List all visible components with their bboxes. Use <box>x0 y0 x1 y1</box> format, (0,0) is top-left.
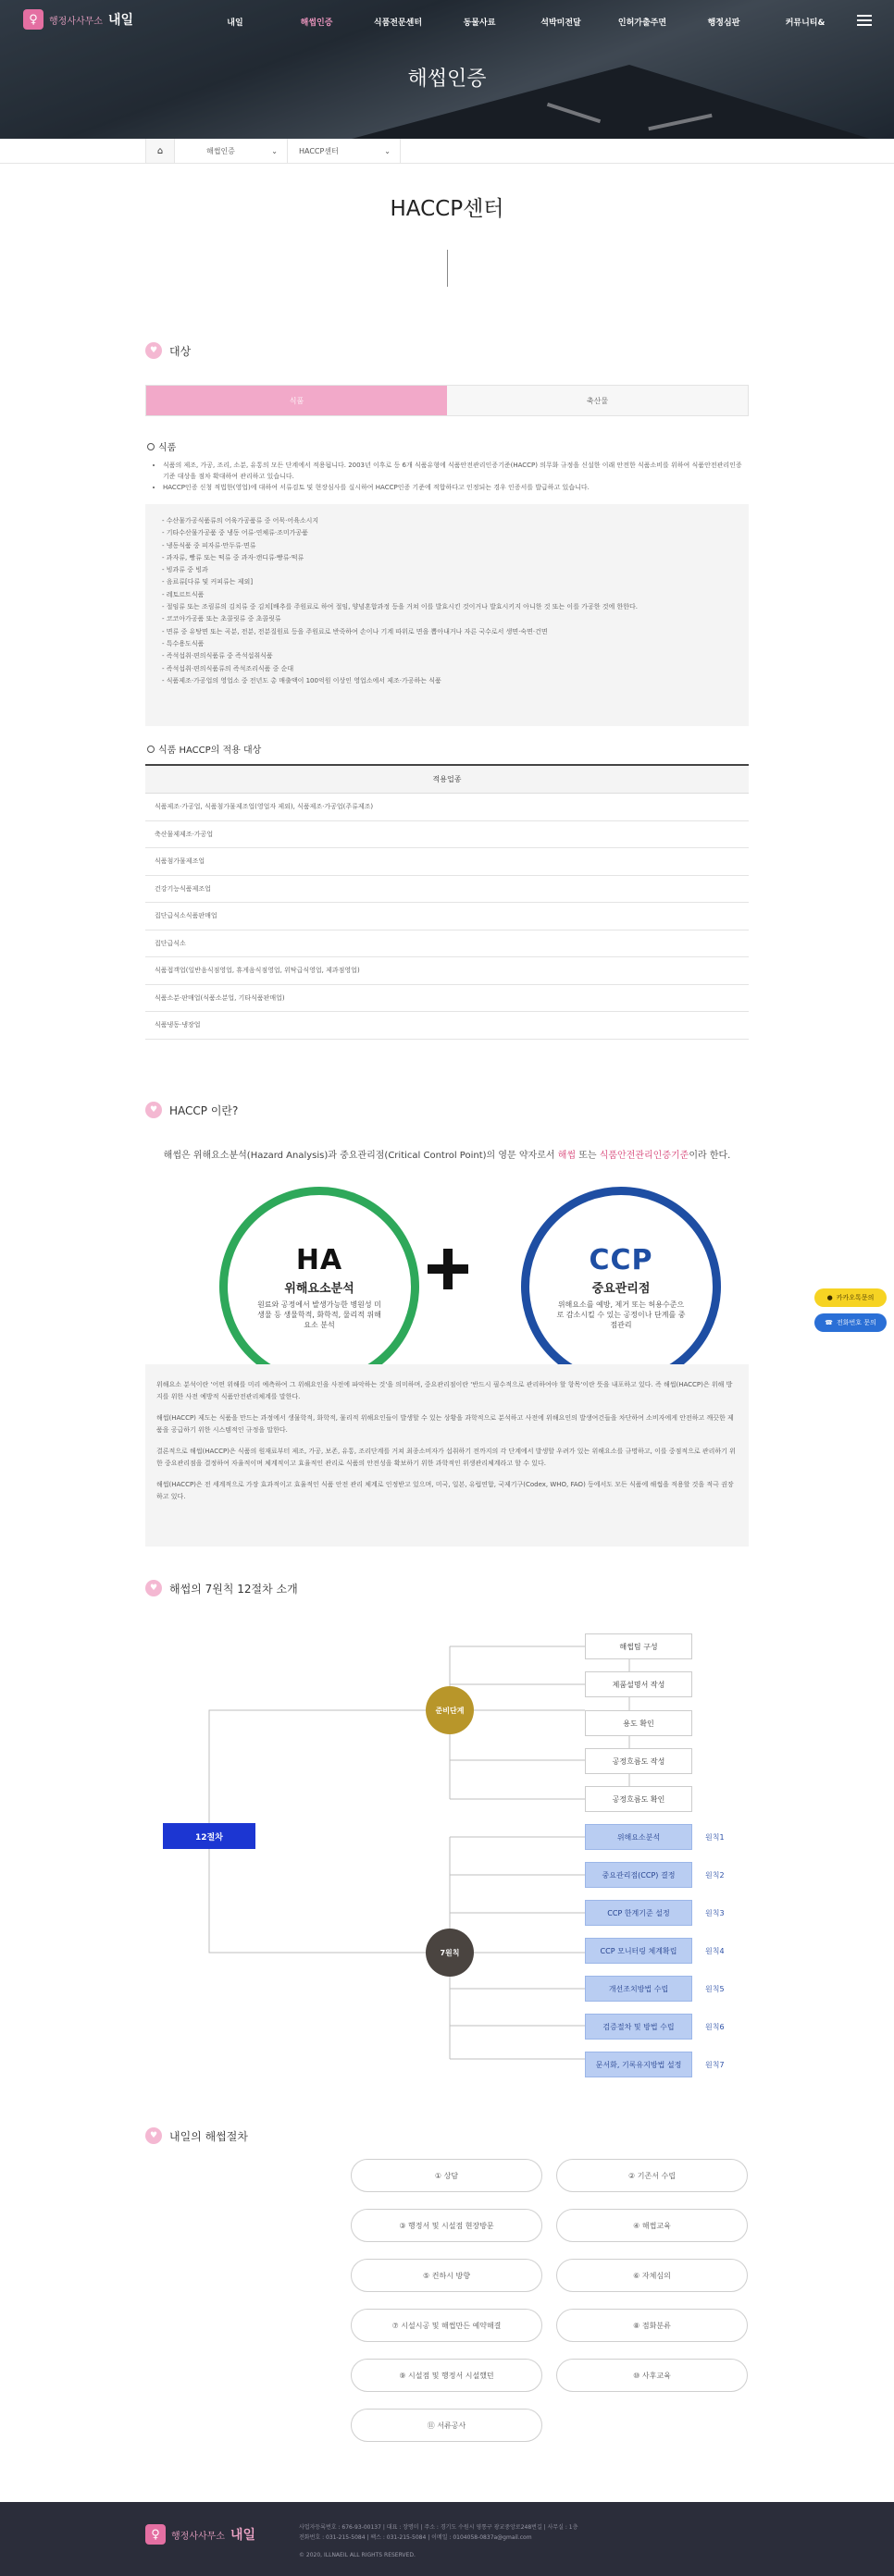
applicable-industry-table <box>145 764 749 1040</box>
logo-text-main: 내일 <box>230 2528 256 2543</box>
ccp-desc: 위해요소를 예방, 제거 또는 허용수준으로 감소시킬 수 있는 공정이나 단계를 중점관리 <box>556 1300 686 1329</box>
table-row: 식품냉동·냉장업 <box>145 1012 749 1040</box>
menu-item[interactable]: 인허가출주면 <box>617 18 667 28</box>
footer <box>0 2502 894 2576</box>
table-row: 축산물제제조·가공업 <box>145 821 749 849</box>
procedure-step: ⑨ 시설점 및 행정서 시설했던 <box>351 2359 542 2392</box>
footer-copyright: © 2020, ILLNAEIL ALL RIGHTS RESERVED. <box>299 2552 416 2558</box>
logo-icon: ♀ <box>23 9 43 30</box>
list-item: - 특수용도식품 <box>162 639 205 647</box>
table-row: 식품제조·가공업, 식품첨가물제조업(영업자 제외), 식품제조·가공업(주류제조) <box>145 794 749 821</box>
principle-stage-hub: 7원칙 <box>426 1929 474 1977</box>
paragraph: 해썹(HACCP)은 전 세계적으로 가장 효과적이고 효율적인 식품 안전 관리 체계로 인정받고 있으며, 미국, 일본, 유럽연합, 국제기구(Codex, WHO, FAO) 등에서도 모든 식품에 해썹을 적용할 것을 적극 권장하고 있다. <box>156 1481 734 1500</box>
procedure-step: ④ 해썹교육 <box>556 2209 748 2242</box>
bullet-item: • 식품의 제조, 가공, 조리, 소분, 유통의 모든 단계에서 적용됩니다. 2003년 이후로 등 6개 식품유형에 식품안전관리인증기준(HACCP) 의무화 규정을 신설한 이래 안전한 식품소비를 위하여 식품안전관리인증기준 대상을 점차 확대하여 관리하고 있습니다. <box>163 460 742 482</box>
principle-label: 원칙3 <box>705 1909 725 1917</box>
procedure-step: ⑤ 컨하시 방향 <box>351 2259 542 2292</box>
circle-bullet-icon <box>147 746 155 753</box>
ha-abbr: HA <box>295 1243 343 1276</box>
ha-desc: 원료와 공정에서 발생가능한 병원성 미생물 등 생물학적, 화학적, 물리적 위해요소 분석 <box>257 1300 381 1329</box>
phone-icon: ☎ <box>825 1319 833 1326</box>
paragraph: 결론적으로 해썹(HACCP)은 식품의 원재료부터 제조, 가공, 보존, 유통, 조리단계를 거쳐 최종소비자가 섭취하기 전까지의 각 단계에서 발생할 우려가 있는 위해요소를 규명하고, 이를 중점적으로 관리하기 위한 중요관리점을 결정하여 자율적이며 체계적이고 효율적인 관리로 식품의 안전성을 확보하기 위한 과학적인 위생관리체계라고 할 수 있다. <box>156 1448 736 1467</box>
root-node-12-steps: 12절차 <box>163 1823 255 1849</box>
main-menu <box>194 16 846 28</box>
footer-info <box>299 2522 577 2560</box>
section-title: 해썹의 7원칙 12절차 소개 <box>169 1582 298 1596</box>
list-item: - 식품제조·가공업의 영업소 중 전년도 총 매출액이 100억원 이상인 영업소에서 제조·가공하는 식품 <box>162 676 441 684</box>
procedure-step: ⑩ 사후교육 <box>556 2359 748 2392</box>
logo-icon: ♀ <box>145 2524 166 2545</box>
haccp-definition: 해썹은 위해요소분석(Hazard Analysis)과 중요관리점(Critical Control Point)의 영문 약자로서 해썹 또는 식품안전관리인증기준이라 한다. <box>163 1151 731 1161</box>
menu-item-active[interactable]: 해썹인증 <box>300 18 333 28</box>
paragraph: 위해요소 분석이란 '어떤 위해를 미리 예측하여 그 위해요인을 사전에 파악하는 것'을 의미하며, 중요관리점이란 '반드시 필수적으로 관리하여야 할 항목'이란 뜻을 내포하고 있다. 즉 해썹(HACCP)은 위해 방지를 위한 사전 예방적 식품안전관리체계를 말한다. <box>156 1381 733 1400</box>
footer-line: 사업자등록번호 : 676-93-00137 | 대표 : 장명미 | 주소 : 경기도 수원시 영통구 광교중앙로248번길 | 사무실 : 1층 <box>299 2524 578 2531</box>
ccp-circle <box>521 1187 721 1387</box>
list-item: - 수산물가공식품류의 어육가공품류 중 어묵·어육소시지 <box>162 517 319 524</box>
logo-text-small: 행정사사무소 <box>49 16 103 27</box>
breadcrumb-select-label: HACCP센터 <box>299 146 339 155</box>
principle-step: CCP 모니터링 체계확립 <box>585 1938 692 1964</box>
ha-circle <box>219 1187 419 1387</box>
tab-food[interactable]: 식품 <box>146 386 447 415</box>
procedure-step: ③ 행정서 및 시설점 현장방문 <box>351 2209 542 2242</box>
hero-banner <box>0 0 894 139</box>
circle-bullet-icon <box>147 443 155 450</box>
paragraph: 해썹(HACCP) 제도는 식품을 만드는 과정에서 생물학적, 화학적, 물리적 위해요인들이 발생할 수 있는 상황을 과학적으로 분석하고 사전에 위해요인의 발생여건들을 차단하여 소비자에게 안전하고 깨끗한 제품을 공급하기 위한 시스템적인 규정을 말한다. <box>156 1414 734 1434</box>
list-item: - 면류 중 유탕면 또는 곡분, 전분, 전분질원료 등을 주원료로 반죽하여 손이나 기계 따위로 면을 뽑아내거나 자른 국수로서 생면·숙면·건면 <box>162 627 548 635</box>
ccp-name: 중요관리점 <box>591 1281 651 1296</box>
list-item: - 즉석섭취·편의식품류 중 즉석섭취식품 <box>162 652 273 660</box>
table-row: 건강기능식품제조업 <box>145 876 749 904</box>
logo-text-small: 행정사사무소 <box>171 2531 225 2542</box>
principle-label: 원칙7 <box>705 2061 725 2069</box>
ccp-abbr: CCP <box>589 1243 653 1276</box>
home-icon[interactable]: ⌂ <box>145 139 175 163</box>
principle-step: 위해요소분석 <box>585 1824 692 1850</box>
breadcrumb <box>0 139 894 164</box>
list-item: - 레토르트식품 <box>162 590 205 598</box>
table-header: 적용업종 <box>145 766 749 794</box>
list-item: - 빙과류 중 빙과 <box>162 566 208 574</box>
list-item: - 음료류[다류 및 커피류는 제외] <box>162 578 254 586</box>
hero-title: 해썹인증 <box>407 68 487 91</box>
section-heading <box>145 1580 298 1596</box>
principle-label: 원칙6 <box>705 2023 725 2031</box>
kakao-inquiry-button[interactable] <box>814 1288 887 1307</box>
chevron-down-icon: ⌄ <box>271 146 278 155</box>
principle-step: CCP 한계기준 설정 <box>585 1900 692 1926</box>
kakao-inquiry-label: 카카오톡문의 <box>836 1294 875 1301</box>
procedure-step: ② 기존서 수립 <box>556 2159 748 2192</box>
list-item: - 즉석섭취·편의식품류의 즉석조리식품 중 순대 <box>162 664 294 672</box>
list-item: - 절임류 또는 조림류의 김치류 중 김치[배추를 주원료로 하여 절임, 양념혼합과정 등을 거쳐 이를 발효시킨 것이거나 발효시키지 아니한 것 또는 이를 가공한 것에 한한다. <box>162 603 638 611</box>
sub-heading-text: 식품 <box>158 443 177 453</box>
principle-label: 원칙5 <box>705 1985 725 1993</box>
phone-inquiry-label: 전화번호 문의 <box>836 1319 876 1326</box>
heart-icon: ♥ <box>145 1580 162 1596</box>
breadcrumb-select-category[interactable] <box>175 139 288 163</box>
menu-item[interactable]: 행정심판 <box>707 18 740 28</box>
section-title: 대상 <box>169 344 192 358</box>
footer-logo[interactable] <box>145 2524 255 2545</box>
highlight-text: 식품안전관리인증기준 <box>599 1151 689 1161</box>
section-heading <box>145 342 191 359</box>
table-row: 집단급식소식품판매업 <box>145 903 749 931</box>
plus-icon <box>428 1249 468 1289</box>
menu-item[interactable]: 커뮤니티& <box>785 18 826 28</box>
haccp-description-box <box>145 1364 749 1547</box>
principle-step: 문서화, 기록유지방법 설정 <box>585 2052 692 2077</box>
heart-icon: ♥ <box>145 1102 162 1118</box>
heart-icon: ♥ <box>145 2127 162 2144</box>
hamburger-menu-icon[interactable] <box>857 15 872 29</box>
principle-step: 중요관리점(CCP) 결정 <box>585 1862 692 1888</box>
title-divider <box>447 250 448 287</box>
food-bullets <box>159 460 742 493</box>
ha-name: 위해요소분석 <box>284 1281 354 1296</box>
procedure-step: ① 상담 <box>351 2159 542 2192</box>
section-title: 내일의 해썹절차 <box>169 2129 248 2143</box>
menu-item[interactable]: 식품전문센터 <box>373 18 423 28</box>
logo-text-main: 내일 <box>107 13 134 28</box>
prep-step: 공정흐름도 작성 <box>585 1748 692 1774</box>
principle-label: 원칙1 <box>705 1833 725 1842</box>
breadcrumb-select-page[interactable] <box>288 139 401 163</box>
prep-step: 제품설명서 작성 <box>585 1671 692 1697</box>
principle-step: 검증절차 및 방법 수립 <box>585 2014 692 2040</box>
table-row: 식품첨가물제조업 <box>145 848 749 876</box>
sub-heading-text: 식품 HACCP의 적용 대상 <box>158 746 262 756</box>
principle-label: 원칙2 <box>705 1871 725 1880</box>
prep-step: 해썹팀 구성 <box>585 1633 692 1659</box>
tab-livestock[interactable]: 축산물 <box>447 386 748 415</box>
site-logo[interactable] <box>23 9 133 30</box>
heart-icon: ♥ <box>145 342 162 359</box>
sub-heading <box>147 439 176 453</box>
list-item: - 과자류, 빵류 또는 떡류 중 과자·캔디류·빵류·떡류 <box>162 553 304 561</box>
breadcrumb-select-label: 해썹인증 <box>206 146 235 155</box>
prep-step: 용도 확인 <box>585 1710 692 1736</box>
principle-step: 개선조치방법 수립 <box>585 1976 692 2002</box>
target-list-box <box>145 504 749 726</box>
list-item: - 냉동식품 중 피자류·만두류·면류 <box>162 541 256 549</box>
menu-item[interactable]: 내일 <box>227 18 243 28</box>
procedure-step: ⑦ 시설시공 및 해썹만든 예약해결 <box>351 2309 542 2342</box>
menu-item[interactable]: 동물사료 <box>463 18 496 28</box>
section-heading <box>145 1102 238 1118</box>
table-row: 식품소분·판매업(식품소분업, 기타식품판매업) <box>145 985 749 1013</box>
prep-stage-hub: 준비단계 <box>426 1686 474 1734</box>
section-title: HACCP 이란? <box>169 1103 239 1117</box>
prep-step: 공정흐름도 확인 <box>585 1786 692 1812</box>
highlight-text: 해썹 <box>557 1151 577 1161</box>
phone-inquiry-button[interactable] <box>814 1313 887 1332</box>
section-heading <box>145 2127 248 2144</box>
procedure-step: ⑪ 서류공사 <box>351 2409 542 2442</box>
principle-label: 원칙4 <box>705 1947 725 1955</box>
footer-line: 전화번호 : 031-215-5084 | 팩스 : 031-215-5084 | 이메일 : 0104058-0837a@gmail.com <box>299 2534 532 2541</box>
chevron-down-icon: ⌄ <box>384 146 391 155</box>
procedure-step: ⑥ 자체심의 <box>556 2259 748 2292</box>
page-title: HACCP센터 <box>390 197 504 221</box>
target-tabs <box>145 385 749 416</box>
list-item: - 코코아가공품 또는 초콜릿류 중 초콜릿류 <box>162 615 281 623</box>
bullet-item: • HACCP인증 신청 적법한(영업)에 대하여 서류검토 및 현장심사를 실시하여 HACCP인증 기준에 적합하다고 인정되는 경우 인증서를 발급하고 있습니다. <box>163 482 742 493</box>
top-navigation <box>0 0 894 43</box>
table-row: 집단급식소 <box>145 931 749 958</box>
sub-heading <box>147 742 261 756</box>
table-row: 식품접객업(일반음식점영업, 휴게음식점영업, 위탁급식영업, 제과점영업) <box>145 957 749 985</box>
chat-icon: ● <box>826 1294 833 1301</box>
list-item: - 기타수산물가공품 중 냉동 어류·연체류·조미가공품 <box>162 529 308 537</box>
menu-item[interactable]: 석박미전달 <box>540 18 581 28</box>
procedure-step: ⑧ 점화분류 <box>556 2309 748 2342</box>
